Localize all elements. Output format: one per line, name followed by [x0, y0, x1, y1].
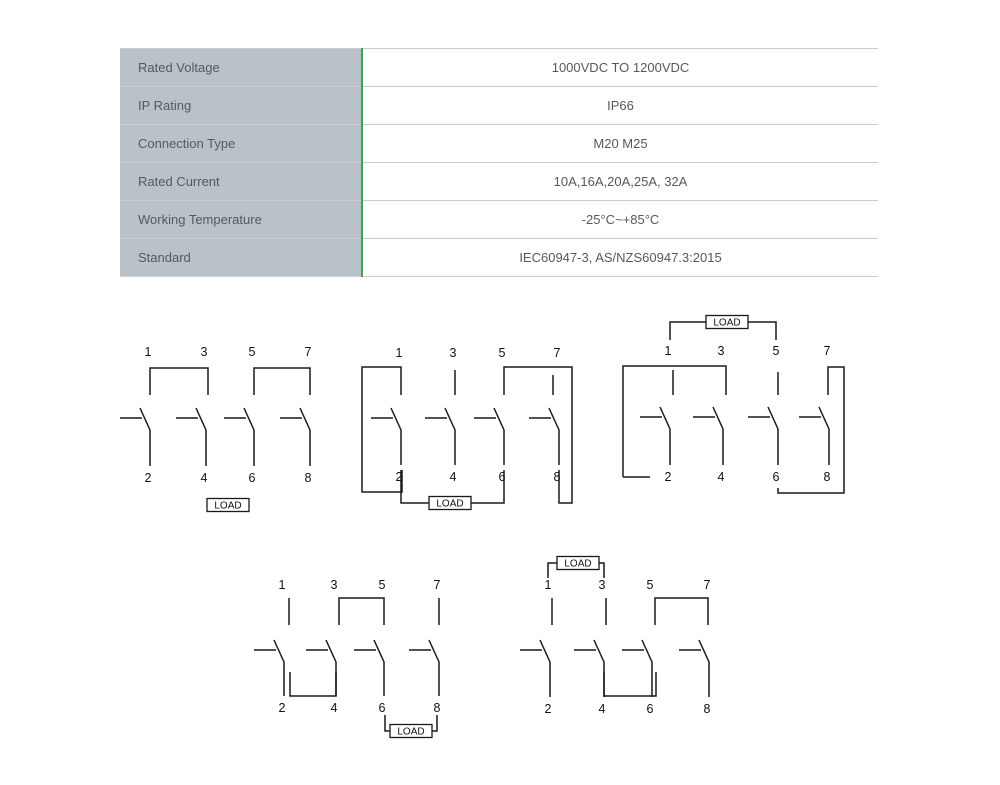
spec-value: 1000VDC TO 1200VDC — [362, 49, 878, 87]
load-wire-right — [599, 563, 604, 578]
switch-blade — [196, 408, 206, 466]
load-wire-right — [748, 322, 776, 340]
load-wire-left — [548, 563, 557, 578]
terminal-4: 4 — [330, 701, 338, 715]
terminal-2: 2 — [544, 702, 552, 716]
terminal-6: 6 — [646, 702, 654, 716]
switch-blade — [300, 408, 310, 466]
terminal-8: 8 — [703, 702, 711, 716]
terminal-2: 2 — [664, 470, 672, 484]
switch-blade — [494, 408, 504, 465]
terminal-1: 1 — [144, 345, 152, 359]
switch-blade — [326, 640, 336, 696]
switch-blade — [429, 640, 439, 696]
spec-value: 10A,16A,20A,25A, 32A — [362, 163, 878, 201]
terminal-3: 3 — [330, 578, 338, 592]
bridge-5-7 — [655, 598, 708, 625]
switch-blade — [374, 640, 384, 696]
switch-blade — [594, 640, 604, 697]
terminal-6: 6 — [498, 470, 506, 484]
terminal-4: 4 — [598, 702, 606, 716]
bridge-5-7 — [254, 368, 310, 395]
terminal-3: 3 — [717, 344, 725, 358]
load-wire-left — [670, 322, 706, 340]
terminal-2: 2 — [278, 701, 286, 715]
load-wire-left — [401, 470, 429, 503]
load-label: LOAD — [397, 726, 425, 738]
terminal-5: 5 — [646, 578, 654, 592]
terminal-8: 8 — [553, 470, 561, 484]
terminal-1: 1 — [395, 346, 403, 360]
bridge-3-5 — [339, 598, 384, 625]
load-label: LOAD — [713, 317, 741, 329]
bridge-2-4 — [290, 672, 336, 696]
terminal-2: 2 — [395, 470, 403, 484]
switch-blade — [274, 640, 284, 696]
spec-label: Rated Current — [120, 163, 362, 201]
terminal-8: 8 — [433, 701, 441, 715]
terminal-5: 5 — [498, 346, 506, 360]
load-box — [429, 497, 471, 510]
switch-blade — [244, 408, 254, 466]
terminal-5: 5 — [248, 345, 256, 359]
load-box — [706, 316, 748, 329]
terminal-7: 7 — [433, 578, 441, 592]
bridge-1-3 — [150, 368, 208, 395]
switch-blade — [391, 408, 401, 465]
terminal-3: 3 — [200, 345, 208, 359]
spec-value: IP66 — [362, 87, 878, 125]
terminal-6: 6 — [772, 470, 780, 484]
switch-blade — [768, 407, 778, 465]
terminal-7: 7 — [553, 346, 561, 360]
switch-blade — [660, 407, 670, 465]
load-label: LOAD — [436, 498, 464, 510]
wiring-diagram-1 — [120, 345, 312, 512]
load-wire-left — [385, 715, 390, 731]
bridge-2-3 — [623, 366, 726, 477]
terminal-3: 3 — [449, 346, 457, 360]
spec-value: -25°C~+85°C — [362, 201, 878, 239]
wiring-diagram-5 — [520, 557, 711, 717]
switch-blade — [642, 640, 652, 697]
terminal-6: 6 — [378, 701, 386, 715]
bridge-7-6 — [778, 367, 844, 493]
spec-label: Rated Voltage — [120, 49, 362, 87]
spec-label: Standard — [120, 239, 362, 277]
terminal-5: 5 — [772, 344, 780, 358]
load-box — [207, 499, 249, 512]
switch-blade — [445, 408, 455, 465]
load-wire-right — [432, 715, 437, 731]
load-label: LOAD — [564, 558, 592, 570]
terminal-1: 1 — [664, 344, 672, 358]
terminal-7: 7 — [304, 345, 312, 359]
spec-value: IEC60947-3, AS/NZS60947.3:2015 — [362, 239, 878, 277]
terminal-8: 8 — [823, 470, 831, 484]
terminal-1: 1 — [278, 578, 286, 592]
bridge-4-6 — [604, 672, 656, 696]
switch-blade — [819, 407, 829, 465]
load-label: LOAD — [214, 500, 242, 512]
switch-blade — [549, 408, 559, 465]
spec-label: Working Temperature — [120, 201, 362, 239]
wiring-diagram-2 — [362, 346, 572, 510]
switch-blade — [140, 408, 150, 466]
spec-label: IP Rating — [120, 87, 362, 125]
terminal-4: 4 — [717, 470, 725, 484]
terminal-3: 3 — [598, 578, 606, 592]
switch-blade — [540, 640, 550, 697]
switch-blade — [713, 407, 723, 465]
spec-label: Connection Type — [120, 125, 362, 163]
terminal-2: 2 — [144, 471, 152, 485]
wiring-diagram-4 — [254, 578, 441, 738]
wiring-diagram-3 — [623, 316, 844, 494]
terminal-6: 6 — [248, 471, 256, 485]
load-box — [390, 725, 432, 738]
terminal-7: 7 — [823, 344, 831, 358]
terminal-8: 8 — [304, 471, 312, 485]
bridge-5-8 — [504, 367, 572, 503]
terminal-7: 7 — [703, 578, 711, 592]
load-box — [557, 557, 599, 570]
terminal-5: 5 — [378, 578, 386, 592]
terminal-4: 4 — [200, 471, 208, 485]
switch-blade — [699, 640, 709, 697]
spec-value: M20 M25 — [362, 125, 878, 163]
terminal-1: 1 — [544, 578, 552, 592]
terminal-4: 4 — [449, 470, 457, 484]
